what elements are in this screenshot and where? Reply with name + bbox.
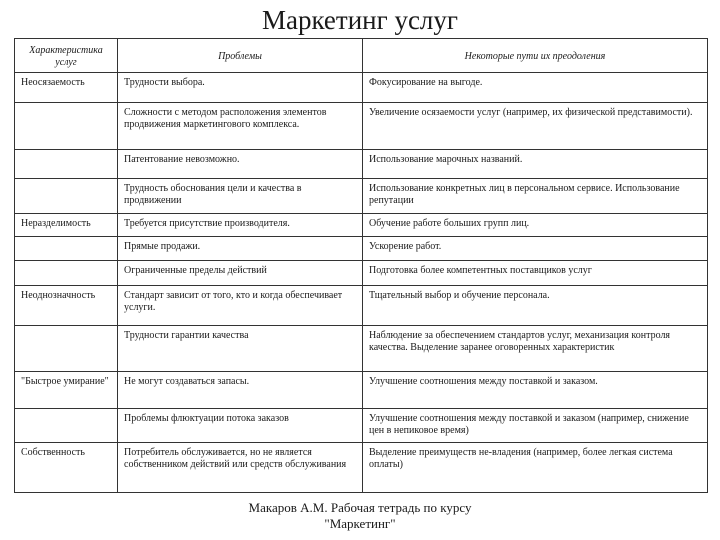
row-solution: Выделение преимуществ не-владения (например, более легкая система оплаты)	[363, 443, 708, 493]
table-row	[15, 73, 708, 103]
row-solution: Обучение работе больших групп лиц.	[363, 214, 708, 237]
row-problem: Трудности выбора.	[118, 73, 363, 103]
row-problem: Ограниченные пределы действий	[118, 261, 363, 286]
row-problem: Трудности гарантии качества	[118, 326, 363, 372]
table-row	[15, 261, 708, 286]
row-characteristic: Неразделимость	[15, 214, 118, 237]
row-characteristic	[15, 326, 118, 372]
table-row	[15, 179, 708, 214]
row-problem: Патентование невозможно.	[118, 150, 363, 179]
row-characteristic	[15, 150, 118, 179]
table-row	[15, 150, 708, 179]
table-row	[15, 326, 708, 372]
row-problem: Стандарт зависит от того, кто и когда обеспечивает услуги.	[118, 286, 363, 326]
row-problem: Сложности с методом расположения элементов продвижения маркетингового комплекса.	[118, 103, 363, 150]
table-row	[15, 409, 708, 443]
table-row	[15, 443, 708, 493]
row-characteristic	[15, 409, 118, 443]
row-solution: Использование конкретных лиц в персональном сервисе. Использование репутации	[363, 179, 708, 214]
row-problem: Прямые продажи.	[118, 237, 363, 261]
header-solutions: Некоторые пути их преодоления	[363, 39, 708, 73]
row-problem: Требуется присутствие производителя.	[118, 214, 363, 237]
row-solution: Улучшение соотношения между поставкой и заказом.	[363, 372, 708, 409]
row-characteristic	[15, 179, 118, 214]
row-characteristic: Собственность	[15, 443, 118, 493]
row-solution: Улучшение соотношения между поставкой и заказом (например, снижение цен в непиковое время)	[363, 409, 708, 443]
row-problem: Проблемы флюктуации потока заказов	[118, 409, 363, 443]
table-row	[15, 372, 708, 409]
row-solution: Увеличение осязаемости услуг (например, их физической представимости).	[363, 103, 708, 150]
table-row	[15, 286, 708, 326]
row-solution: Наблюдение за обеспечением стандартов услуг, механизация контроля качества. Выделение заранее оговоренных характеристик	[363, 326, 708, 372]
row-problem: Не могут создаваться запасы.	[118, 372, 363, 409]
row-problem: Потребитель обслуживается, но не является собственником действий или средств обслуживания	[118, 443, 363, 493]
table-row	[15, 214, 708, 237]
row-solution: Тщательный выбор и обучение персонала.	[363, 286, 708, 326]
marketing-services-table	[14, 38, 708, 493]
row-problem: Трудность обоснования цели и качества в продвижении	[118, 179, 363, 214]
row-solution: Ускорение работ.	[363, 237, 708, 261]
row-solution: Фокусирование на выгоде.	[363, 73, 708, 103]
table-header-row	[15, 39, 708, 73]
row-characteristic: Неосязаемость	[15, 73, 118, 103]
table-row	[15, 103, 708, 150]
row-characteristic: "Быстрое умирание"	[15, 372, 118, 409]
row-characteristic: Неоднозначность	[15, 286, 118, 326]
header-problems: Проблемы	[118, 39, 363, 73]
row-characteristic	[15, 237, 118, 261]
row-solution: Подготовка более компетентных поставщиков услуг	[363, 261, 708, 286]
header-characteristic: Характеристика услуг	[15, 39, 118, 73]
row-solution: Использование марочных названий.	[363, 150, 708, 179]
footer-citation: Макаров А.М. Рабочая тетрадь по курсу "Маркетинг"	[248, 500, 472, 531]
page-title: Маркетинг услуг	[262, 5, 458, 35]
row-characteristic	[15, 261, 118, 286]
row-characteristic	[15, 103, 118, 150]
table-row	[15, 237, 708, 261]
